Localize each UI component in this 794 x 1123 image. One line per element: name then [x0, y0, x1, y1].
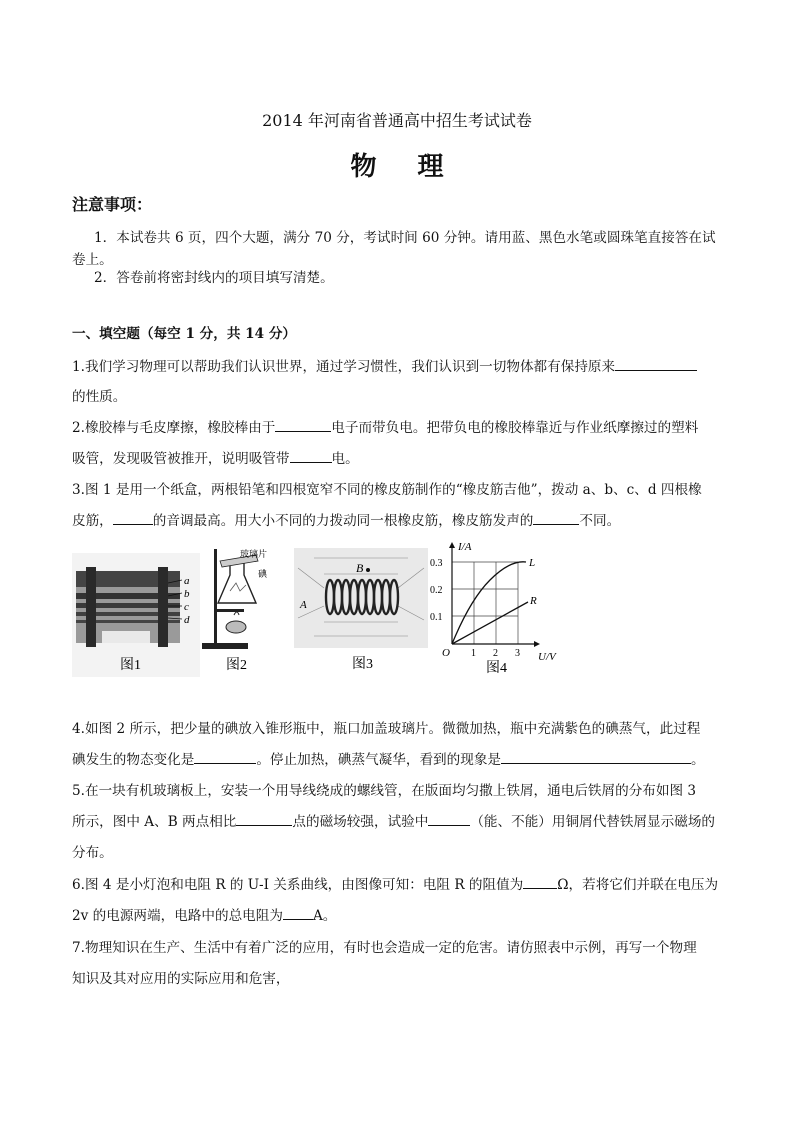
question-7: 7.物理知识在生产、生活中有着广泛的应用，有时也会造成一定的危害。请仿照表中示例，再写一个物理 [72, 940, 697, 956]
figure-2-caption: 图2 [226, 658, 247, 673]
answer-blank [194, 751, 256, 764]
figure-3-solenoid-field [294, 548, 428, 676]
subject-title: 物 理 [350, 152, 460, 182]
answer-blank [615, 358, 697, 371]
x-axis-label: U/V [538, 651, 556, 663]
y-tick-0.3: 0.3 [430, 558, 443, 569]
question-1-cont: 的性质。 [72, 389, 127, 405]
glass-label: 玻璃片 [240, 550, 268, 560]
question-3: 3.图 1 是用一个纸盒，两根铅笔和四根宽窄不同的橡皮筋制作的“橡皮筋吉他”，拨动 a、b、c、d 四根橡 [72, 482, 702, 498]
question-5-cont: 所示，图中 A、B 两点相比 点的磁场较强，试验中 （能、不能）用铜屑代替铁屑显示磁场的 [72, 814, 716, 830]
point-b-label: B [356, 561, 364, 575]
label-d: d [184, 614, 190, 626]
section-1-heading: 一、填空题（每空 1 分，共 14 分） [72, 326, 297, 342]
answer-blank [283, 907, 313, 920]
notes-line-1-cont: 卷上。 [72, 252, 113, 268]
answer-blank [275, 419, 331, 432]
answer-blank [236, 813, 292, 826]
question-5: 5.在一块有机玻璃板上，安装一个用导线绕成的螺线管，在版面均匀撒上铁屑，通电后铁屑的分布如图 3 [72, 783, 697, 799]
question-7-cont: 知识及其对应用的实际应用和危害， [72, 971, 290, 987]
y-tick-0.2: 0.2 [430, 585, 443, 596]
question-3-cont: 皮筋， 的音调最高。用大小不同的力拨动同一根橡皮筋，橡皮筋发声的 不同。 [72, 513, 621, 529]
label-a: a [184, 575, 190, 587]
y-axis-label: I/A [458, 541, 472, 553]
y-tick-0.1: 0.1 [430, 612, 443, 623]
notes-heading: 注意事项： [72, 195, 153, 214]
question-4-cont: 碘发生的物态变化是 。停止加热，碘蒸气凝华，看到的现象是 。 [72, 752, 705, 768]
x-tick-3: 3 [515, 648, 520, 659]
exam-title: 2014 年河南省普通高中招生考试试卷 [262, 111, 532, 130]
answer-blank [428, 813, 470, 826]
answer-blank [523, 876, 557, 889]
label-b: b [184, 588, 190, 600]
x-tick-1: 1 [471, 648, 476, 659]
figure-1-rubber-band-guitar [72, 553, 200, 677]
question-4: 4.如图 2 所示，把少量的碘放入锥形瓶中，瓶口加盖玻璃片。微微加热，瓶中充满紫色的碘蒸气，此过程 [72, 721, 701, 737]
question-6: 6.图 4 是小灯泡和电阻 R 的 U-I 关系曲线，由图像可知：电阻 R 的阻值为 Ω，若将它们并联在电压为 [72, 877, 719, 893]
question-1-text: 1.我们学习物理可以帮助我们认识世界，通过学习惯性，我们认识到一切物体都有保持原来 [72, 359, 616, 375]
question-1 [72, 355, 697, 375]
figure-1-caption: 图1 [120, 658, 141, 673]
figure-2-iodine-flask [200, 545, 276, 677]
origin-label: O [442, 647, 450, 659]
notes-line-1: 1．本试卷共 6 页，四个大题，满分 70 分，考试时间 60 分钟。请用蓝、黑色水笔或圆珠笔直接答在试 [94, 230, 716, 246]
question-6-cont: 2v 的电源两端，电路中的总电阻为 A。 [72, 908, 337, 924]
point-a-label: A [300, 599, 307, 611]
answer-blank [533, 512, 579, 525]
notes-line-2: 2．答卷前将密封线内的项目填写清楚。 [94, 270, 334, 286]
figure-3-caption: 图3 [352, 657, 373, 672]
curve-l-label: L [529, 557, 536, 569]
question-2: 2.橡胶棒与毛皮摩擦，橡胶棒由于 电子而带负电。把带负电的橡胶棒靠近与作业纸摩擦过的塑料 [72, 420, 699, 436]
figure-4-caption: 图4 [486, 661, 507, 676]
line-r-label: R [530, 595, 537, 607]
question-5-cont-2: 分布。 [72, 845, 113, 861]
answer-blank [113, 512, 153, 525]
question-2-cont: 吸管，发现吸管被推开，说明吸管带 电。 [72, 451, 359, 467]
iodine-label: 碘 [258, 570, 268, 580]
label-c: c [184, 601, 189, 613]
answer-blank [501, 751, 691, 764]
x-tick-2: 2 [493, 648, 498, 659]
answer-blank [290, 450, 332, 463]
figure-4-ui-graph [430, 540, 566, 680]
